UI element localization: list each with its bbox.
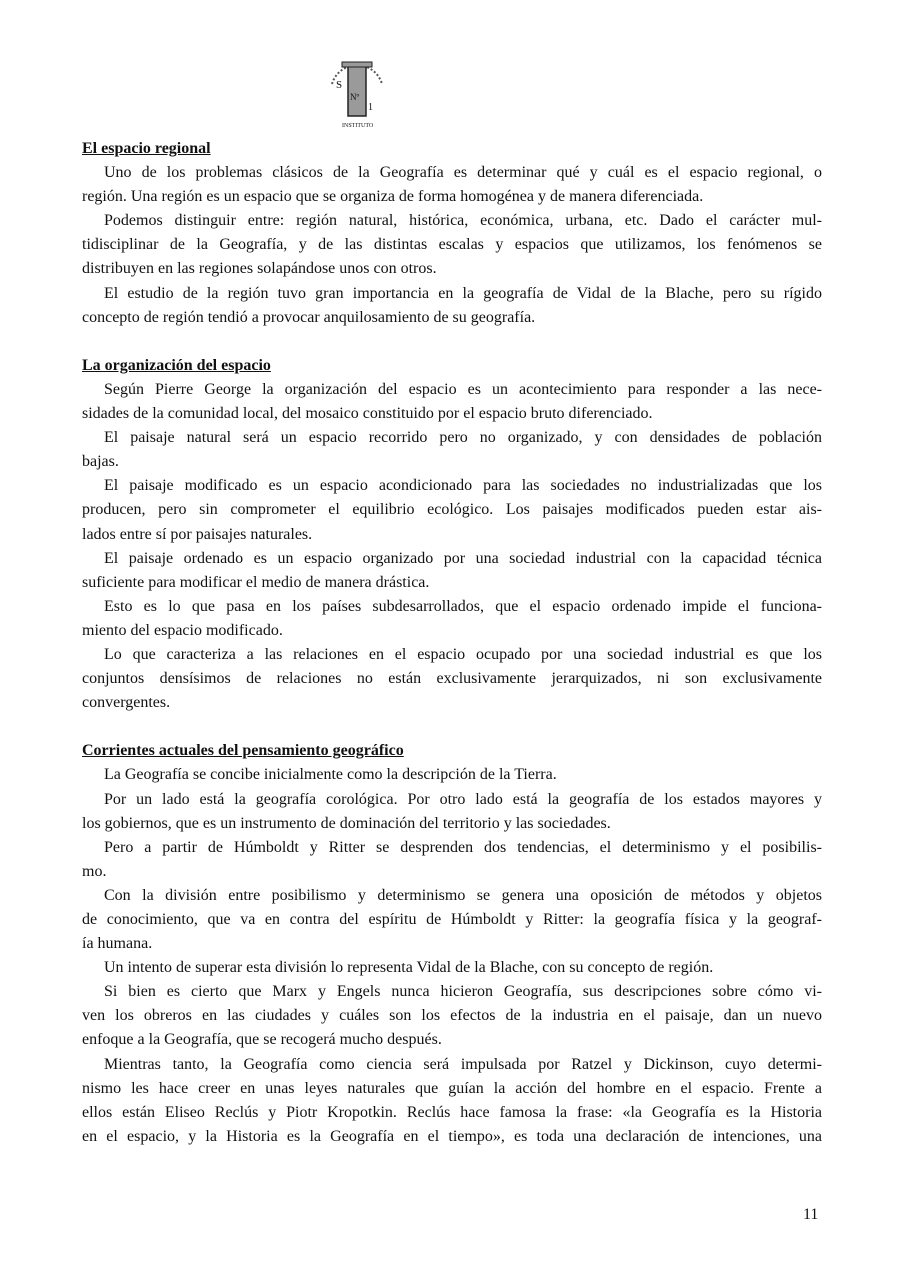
- section-heading: La organización del espacio: [82, 356, 271, 374]
- text-line: Pero a partir de Húmboldt y Ritter se desprenden dos tendencias, el determinismo y el posibilis-: [104, 838, 822, 856]
- text-line: Con la división entre posibilismo y determinismo se genera una oposición de métodos y objetos: [104, 886, 822, 904]
- text-line: nismo les hace creer en unas leyes naturales que guían la acción del hombre en el espacio. Frente a: [82, 1079, 822, 1097]
- text-line: Mientras tanto, la Geografía como ciencia será impulsada por Ratzel y Dickinson, cuyo determi-: [104, 1055, 822, 1073]
- paragraph: [82, 763, 822, 787]
- text-line: El paisaje modificado es un espacio acondicionado para las sociedades no industrializadas que los: [104, 477, 822, 495]
- text-line: El paisaje natural será un espacio recorrido pero no organizado, y con densidades de población: [104, 429, 822, 447]
- paragraph: [82, 426, 822, 474]
- text-line: Un intento de superar esta división lo representa Vidal de la Blache, con su concepto de región.: [104, 959, 714, 977]
- text-line: producen, pero sin comprometer el equilibrio ecológico. Los paisajes modificados pueden estar ais-: [82, 501, 822, 519]
- school-logo: [324, 54, 390, 130]
- svg-text:S: S: [336, 79, 343, 91]
- text-line: distribuyen en las regiones solapándose unos con otros.: [82, 260, 437, 278]
- text-line: enfoque a la Geografía, que se recogerá mucho después.: [82, 1031, 442, 1049]
- paragraph: [82, 884, 822, 956]
- text-line: La Geografía se concibe inicialmente como la descripción de la Tierra.: [104, 766, 557, 784]
- text-line: Si bien es cierto que Marx y Engels nunca hicieron Geografía, sus descripciones sobre cómo vi-: [104, 983, 822, 1001]
- text-line: ven los obreros en las ciudades y cuáles son los efectos de la industria en el paisaje, dan un nuevo: [82, 1007, 822, 1025]
- text-line: mo.: [82, 862, 107, 880]
- paragraph: [82, 161, 822, 209]
- text-line: en el espacio, y la Historia es la Geografía en el tiempo», es toda una declaración de intenciones, una: [82, 1127, 822, 1145]
- text-line: Lo que caracteriza a las relaciones en el espacio ocupado por una sociedad industrial es que los: [104, 645, 822, 663]
- text-line: lados entre sí por paisajes naturales.: [82, 525, 313, 543]
- blank-line: [82, 330, 822, 354]
- paragraph: [82, 547, 822, 595]
- paragraph: [82, 595, 822, 643]
- text-line: concepto de región tendió a provocar anquilosamiento de su geografía.: [82, 308, 536, 326]
- page-number: 11: [803, 1206, 819, 1223]
- paragraph: [82, 980, 822, 1052]
- text-line: Podemos distinguir entre: región natural, histórica, económica, urbana, etc. Dado el carácter mul-: [104, 212, 822, 230]
- text-line: de conocimiento, que va en contra del espíritu de Húmboldt y Ritter: la geografía física y la geograf-: [82, 911, 822, 928]
- paragraph: [82, 378, 822, 426]
- text-line: Por un lado está la geografía corológica. Por otro lado está la geografía de los estados mayores y: [104, 790, 822, 808]
- paragraph: [82, 282, 822, 330]
- svg-text:1: 1: [368, 102, 373, 113]
- section-heading: Corrientes actuales del pensamiento geográfico: [82, 742, 404, 760]
- paragraph: [82, 1053, 822, 1149]
- text-line: región. Una región es un espacio que se organiza de forma homogénea y de manera diferenciada.: [82, 188, 704, 206]
- paragraph: [82, 836, 822, 884]
- paragraph: [82, 956, 822, 980]
- text-line: sidades de la comunidad local, del mosaico constituido por el espacio bruto diferenciado.: [82, 405, 653, 423]
- paragraph: [82, 209, 822, 281]
- text-line: tidisciplinar de la Geografía, y de las distintas escalas y espacios que utilizamos, los fenómenos se: [82, 236, 822, 254]
- text-line: El paisaje ordenado es un espacio organizado por una sociedad industrial con la capacidad técnica: [104, 549, 822, 567]
- text-line: El estudio de la región tuvo gran importancia en la geografía de Vidal de la Blache, pero su rígido: [104, 284, 822, 302]
- paragraph: [82, 643, 822, 715]
- text-line: los gobiernos, que es un instrumento de dominación del territorio y las sociedades.: [82, 814, 611, 832]
- svg-text:INSTITUTO: INSTITUTO: [342, 123, 374, 129]
- text-line: miento del espacio modificado.: [82, 621, 283, 639]
- text-line: suficiente para modificar el medio de manera drástica.: [82, 573, 430, 591]
- text-line: bajas.: [82, 453, 119, 471]
- text-line: Esto es lo que pasa en los países subdesarrollados, que el espacio ordenado impide el funciona-: [104, 597, 822, 615]
- section-heading: El espacio regional: [82, 140, 211, 157]
- paragraph: [82, 788, 822, 836]
- blank-line: [82, 715, 822, 739]
- text-line: Según Pierre George la organización del espacio es un acontecimiento para responder a las nece-: [104, 380, 822, 398]
- paragraph: [82, 474, 822, 546]
- text-line: convergentes.: [82, 694, 171, 712]
- text-line: conjuntos densísimos de relaciones no están exclusivamente jerarquizados, ni son exclusivamente: [82, 670, 822, 688]
- text-line: ellos están Eliseo Reclús y Piotr Kropotkin. Reclús hace famosa la frase: «la Geografía es la Historia: [82, 1103, 822, 1121]
- svg-text:Nº: Nº: [350, 92, 360, 102]
- text-line: Uno de los problemas clásicos de la Geografía es determinar qué y cuál es el espacio regional, o: [104, 164, 822, 182]
- text-line: ía humana.: [82, 935, 153, 953]
- document-body: [82, 137, 822, 1149]
